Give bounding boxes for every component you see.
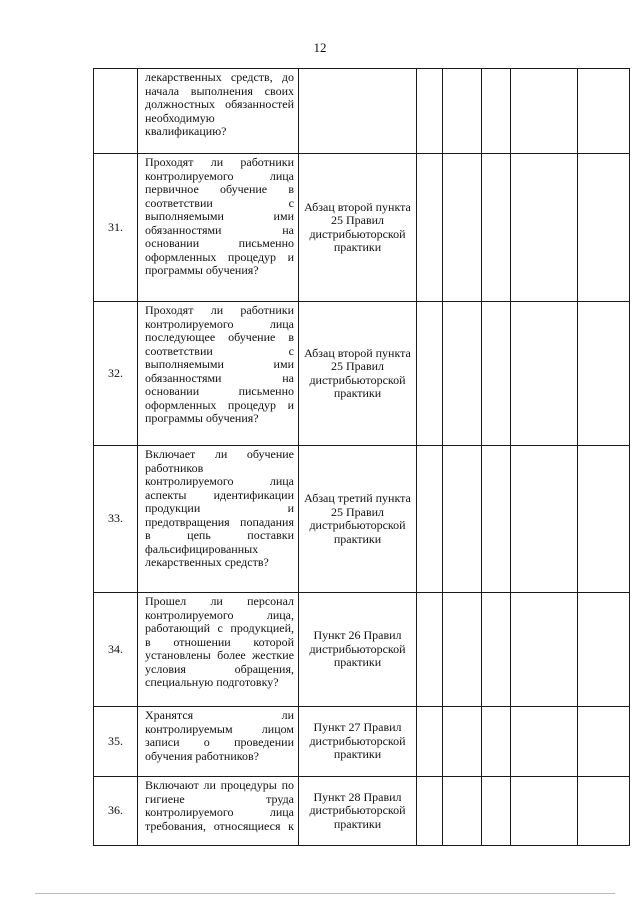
checklist-row (94, 777, 630, 846)
question-line: обучения работников? (145, 748, 259, 763)
question-line: обязанностями на (145, 222, 294, 237)
question-line: выполняемыми ими (145, 209, 294, 223)
question-line: необходимую (145, 110, 215, 125)
note-cell[interactable] (511, 707, 578, 777)
row-number: 34. (94, 593, 138, 707)
extra-cell[interactable] (578, 446, 630, 593)
note-cell[interactable] (511, 302, 578, 446)
question-line: продукции и (145, 501, 294, 515)
answer-no-cell[interactable] (443, 154, 482, 302)
checklist-row (94, 593, 630, 707)
answer-yes-cell[interactable] (417, 707, 443, 777)
question-line: фальсифицированных (145, 541, 259, 556)
checklist-row (94, 446, 630, 593)
checklist-body (94, 69, 630, 846)
note-cell[interactable] (511, 69, 578, 154)
question-line: контролируемого лица, (145, 607, 294, 622)
question-line: выполняемыми ими (145, 357, 294, 371)
question-line: лекарственных средств, до (145, 70, 294, 84)
question-line: специальную подготовку? (145, 675, 279, 689)
note-cell[interactable] (511, 154, 578, 302)
question-line: начала выполнения своих (145, 83, 294, 98)
note-cell[interactable] (511, 593, 578, 707)
page-bottom-edge (35, 893, 615, 894)
question-line: условия обращения, (145, 661, 294, 676)
question-line: гигиене труда (145, 791, 294, 806)
question-line: контролируемого лица (145, 805, 294, 819)
question-line: записи о проведении (145, 735, 294, 749)
question-line: работающий с продукцией, (145, 621, 294, 635)
extra-cell[interactable] (578, 302, 630, 446)
question-line: оформленных процедур и (145, 249, 294, 264)
answer-yes-cell[interactable] (417, 777, 443, 846)
answer-na-cell[interactable] (482, 593, 511, 707)
row-number (94, 69, 138, 154)
answer-na-cell[interactable] (482, 154, 511, 302)
question-line: квалификацию? (145, 124, 227, 138)
question-line: требования, относящиеся к (145, 818, 294, 833)
extra-cell[interactable] (578, 707, 630, 777)
question-line: контролируемого лица (145, 474, 294, 488)
question-line: в отношении которой (145, 634, 294, 649)
question-line: оформленных процедур и (145, 397, 294, 412)
question-line: должностных обязанностей (145, 97, 294, 111)
question-cell (138, 707, 299, 777)
question-line: Проходят ли работники (145, 155, 294, 169)
question-line: первичное обучение в (145, 182, 294, 196)
question-line: обязанностями на (145, 370, 294, 385)
answer-na-cell[interactable] (482, 777, 511, 846)
answer-yes-cell[interactable] (417, 69, 443, 154)
question-cell (138, 777, 299, 846)
answer-no-cell[interactable] (443, 777, 482, 846)
answer-no-cell[interactable] (443, 69, 482, 154)
question-line: контролируемого лица (145, 168, 294, 183)
question-line: Проходят ли работники (145, 303, 294, 317)
question-line: основании письменно (145, 236, 294, 250)
question-cell (138, 446, 299, 593)
reference-cell: Абзац третий пункта 25 Правил дистрибьюторской практики (299, 446, 417, 593)
checklist-row (94, 69, 630, 154)
checklist-row (94, 154, 630, 302)
answer-yes-cell[interactable] (417, 302, 443, 446)
question-line: контролируемого лица (145, 316, 294, 331)
note-cell[interactable] (511, 777, 578, 846)
answer-na-cell[interactable] (482, 707, 511, 777)
extra-cell[interactable] (578, 154, 630, 302)
question-cell (138, 302, 299, 446)
question-line: соответствии с (145, 343, 294, 358)
answer-na-cell[interactable] (482, 69, 511, 154)
question-line: Хранятся ли (145, 708, 294, 722)
answer-no-cell[interactable] (443, 446, 482, 593)
answer-yes-cell[interactable] (417, 154, 443, 302)
extra-cell[interactable] (578, 69, 630, 154)
question-line: Включают ли процедуры по (145, 778, 294, 792)
answer-no-cell[interactable] (443, 593, 482, 707)
checklist-row (94, 302, 630, 446)
question-line: соответствии с (145, 195, 294, 210)
reference-cell: Абзац второй пункта 25 Правил дистрибьюторской практики (299, 154, 417, 302)
reference-cell: Пункт 26 Правил дистрибьюторской практики (299, 593, 417, 707)
question-line: программы обучения? (145, 411, 259, 425)
question-line: программы обучения? (145, 263, 259, 277)
checklist-row (94, 707, 630, 777)
question-line: основании письменно (145, 384, 294, 398)
reference-cell: Пункт 27 Правил дистрибьюторской практики (299, 707, 417, 777)
checklist-table (93, 68, 630, 846)
question-line: контролируемым лицом (145, 721, 294, 736)
question-cell (138, 154, 299, 302)
answer-yes-cell[interactable] (417, 593, 443, 707)
extra-cell[interactable] (578, 777, 630, 846)
question-line: лекарственных средств? (145, 555, 269, 569)
question-cell (138, 69, 299, 154)
extra-cell[interactable] (578, 593, 630, 707)
question-line: Прошел ли персонал (145, 594, 294, 608)
answer-na-cell[interactable] (482, 302, 511, 446)
question-line: последующее обучение в (145, 330, 294, 344)
note-cell[interactable] (511, 446, 578, 593)
row-number: 36. (94, 777, 138, 846)
row-number: 35. (94, 707, 138, 777)
answer-no-cell[interactable] (443, 302, 482, 446)
answer-yes-cell[interactable] (417, 446, 443, 593)
question-cell (138, 593, 299, 707)
answer-no-cell[interactable] (443, 707, 482, 777)
question-line: предотвращения попадания (145, 514, 294, 529)
question-line: аспекты идентификации (145, 487, 294, 502)
page-number: 12 (313, 40, 327, 55)
answer-na-cell[interactable] (482, 446, 511, 593)
reference-cell (299, 69, 417, 154)
reference-cell: Пункт 28 Правил дистрибьюторской практики (299, 777, 417, 846)
reference-cell: Абзац второй пункта 25 Правил дистрибьюторской практики (299, 302, 417, 446)
row-number: 31. (94, 154, 138, 302)
question-line: установлены более жесткие (145, 648, 294, 662)
question-line: работников (145, 460, 204, 475)
question-line: в цепь поставки (145, 528, 294, 542)
question-line: Включает ли обучение (145, 447, 294, 461)
row-number: 33. (94, 446, 138, 593)
row-number: 32. (94, 302, 138, 446)
